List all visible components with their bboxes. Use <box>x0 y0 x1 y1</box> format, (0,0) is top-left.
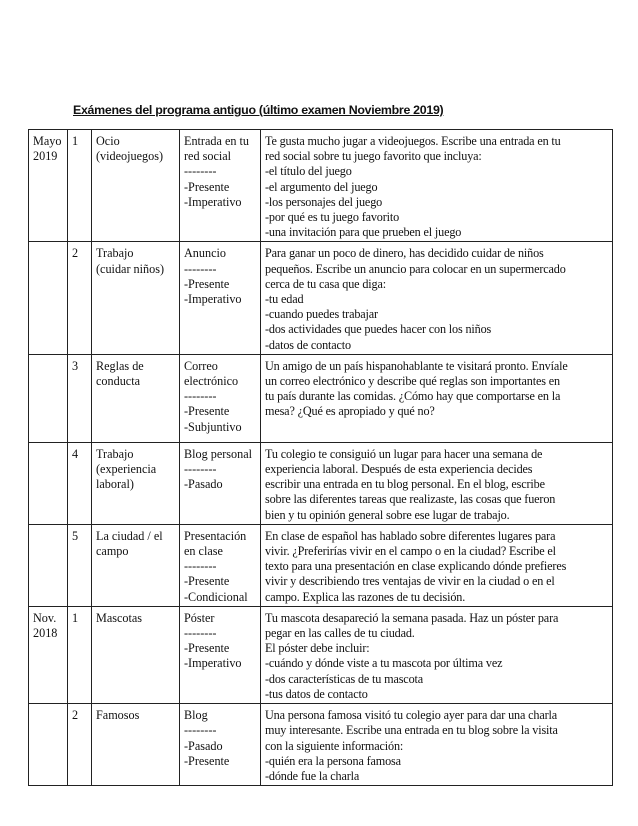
description-cell: Tu colegio te consiguió un lugar para hacer una semana de experiencia laboral. Después de esta experiencia decides escribir una entrada en tu blog personal. En el blog, escribe sobre las diferentes tareas que realizaste, las cosas que fueron bien y tu opinión general sobre ese lugar de trabajo. <box>261 442 613 524</box>
table-row <box>29 242 613 354</box>
format-cell: Anuncio -------- -Presente -Imperativo <box>180 242 261 354</box>
number-cell: 1 <box>68 606 92 703</box>
description-cell: Una persona famosa visitó tu colegio ayer para dar una charla muy interesante. Escribe una entrada en tu blog sobre la visita con la siguiente información: -quién era la persona famosa -dónde fue la charla <box>261 704 613 786</box>
session-text: 2018 <box>33 626 58 641</box>
document-title: Exámenes del programa antiguo (último examen Noviembre 2019) <box>73 103 444 117</box>
session-cell <box>29 242 68 354</box>
session-text: Mayo <box>33 134 62 148</box>
number-cell: 3 <box>68 354 92 442</box>
session-cell <box>29 442 68 524</box>
table-row <box>29 606 613 703</box>
session-cell <box>29 704 68 786</box>
session-cell <box>29 606 68 703</box>
topic-cell: La ciudad / el campo <box>92 524 180 606</box>
format-cell: Blog personal -------- -Pasado <box>180 442 261 524</box>
topic-cell: Ocio (videojuegos) <box>92 130 180 242</box>
description-cell: Un amigo de un país hispanohablante te visitará pronto. Envíale un correo electrónico y describe qué reglas son importantes en tu país durante las comidas. ¿Cómo hay que comportarse en la mesa? ¿Qué es apropiado y qué no? <box>261 354 613 442</box>
topic-cell: Famosos <box>92 704 180 786</box>
format-cell: Entrada en tu red social -------- -Presente -Imperativo <box>180 130 261 242</box>
session-cell <box>29 524 68 606</box>
topic-cell: Mascotas <box>92 606 180 703</box>
number-cell: 2 <box>68 704 92 786</box>
topic-cell: Reglas de conducta <box>92 354 180 442</box>
number-cell: 2 <box>68 242 92 354</box>
number-cell: 5 <box>68 524 92 606</box>
topic-cell: Trabajo (experiencia laboral) <box>92 442 180 524</box>
session-text: 2019 <box>33 149 58 164</box>
description-cell: En clase de español has hablado sobre diferentes lugares para vivir. ¿Preferirías vivir en el campo o en la ciudad? Escribe el texto para una presentación en clase explicando dónde prefieres vivir y describiendo tres ventajas de vivir en la ciudad o en el campo. Explica las razones de tu decisión. <box>261 524 613 606</box>
table-row <box>29 442 613 524</box>
description-cell: Te gusta mucho jugar a videojuegos. Escribe una entrada en tu red social sobre tu juego favorito que incluya: -el título del juego -el argumento del juego -los personajes del juego -por qué es tu juego favorito -una invitación para que prueben el juego <box>261 130 613 242</box>
table-row <box>29 130 613 242</box>
table-row <box>29 704 613 786</box>
topic-cell: Trabajo (cuidar niños) <box>92 242 180 354</box>
description-cell: Tu mascota desapareció la semana pasada. Haz un póster para pegar en las calles de tu ciudad. El póster debe incluir: -cuándo y dónde viste a tu mascota por última vez -dos características de tu mascota -tus datos de contacto <box>261 606 613 703</box>
format-cell: Póster -------- -Presente -Imperativo <box>180 606 261 703</box>
table-row <box>29 524 613 606</box>
table-row <box>29 354 613 442</box>
exam-table <box>28 129 613 786</box>
number-cell: 1 <box>68 130 92 242</box>
session-cell <box>29 130 68 242</box>
format-cell: Correo electrónico -------- -Presente -Subjuntivo <box>180 354 261 442</box>
format-cell: Presentación en clase -------- -Presente -Condicional <box>180 524 261 606</box>
number-cell: 4 <box>68 442 92 524</box>
session-text: Nov. <box>33 610 57 625</box>
session-cell <box>29 354 68 442</box>
description-cell: Para ganar un poco de dinero, has decidido cuidar de niños pequeños. Escribe un anuncio para colocar en un supermercado cerca de tu casa que diga: -tu edad -cuando puedes trabajar -dos actividades que puedes hacer con los niños -datos de contacto <box>261 242 613 354</box>
format-cell: Blog -------- -Pasado -Presente <box>180 704 261 786</box>
